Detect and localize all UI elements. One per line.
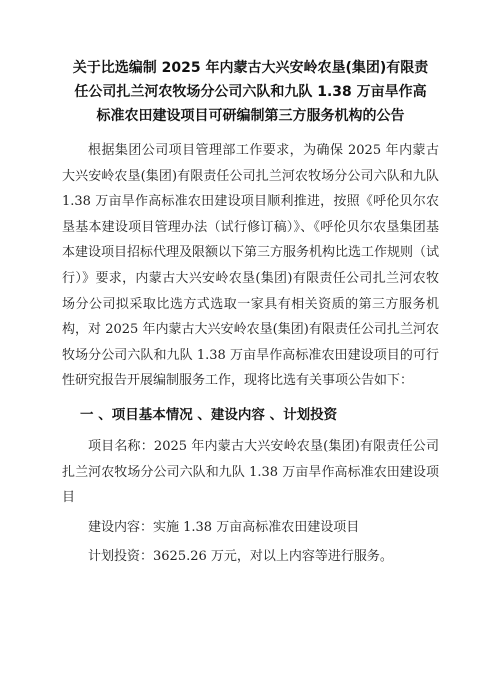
title-line-2: 任公司扎兰河农牧场分公司六队和九队 1.38 万亩旱作高 <box>74 84 427 100</box>
section-heading: 一 、项目基本情况 、建设内容 、计划投资 <box>80 406 338 423</box>
project-name: 项目名称：2025 年内蒙古大兴安岭农垦(集团)有限责任公司扎兰河农牧场分公司六队和九队 1.38 万亩旱作高标准农田建设项目 <box>62 438 439 506</box>
construction-content: 建设内容：实施 1.38 万亩高标准农田建设项目 <box>88 519 360 535</box>
document-title <box>62 56 439 128</box>
intro-paragraph: 根据集团公司项目管理部工作要求，为确保 2025 年内蒙古大兴安岭农垦(集团)有限责任公司扎兰河农牧场分公司六队和九队 1.38 万亩旱作高标准农田建设项目顺利推进，按照《呼伦贝尔农垦基本建设项目管理办法（试行修订稿）》、《呼伦贝尔农垦集团基本建设项目招标代理及限额以下第三方服务机构比选工作规则（试行）》要求，内蒙古大兴安岭农垦(集团)有限责任公司扎兰河农牧场分公司拟采取比选方式选取一家具有相关资质的第三方服务机构，对 2025 年内蒙古大兴安岭农垦(集团)有限责任公司扎兰河农牧场分公司六队和九队 1.38 万亩旱作高标准农田建设项目的可行性研究报告开展编制服务工作，现将比选有关事项公告如下： <box>62 143 440 389</box>
title-line-1: 关于比选编制 2025 年内蒙古大兴安岭农垦(集团)有限责 <box>72 60 429 76</box>
planned-investment: 计划投资：3625.26 万元，对以上内容等进行服务。 <box>88 549 393 565</box>
title-line-3: 标准农田建设项目可研编制第三方服务机构的公告 <box>96 108 405 124</box>
